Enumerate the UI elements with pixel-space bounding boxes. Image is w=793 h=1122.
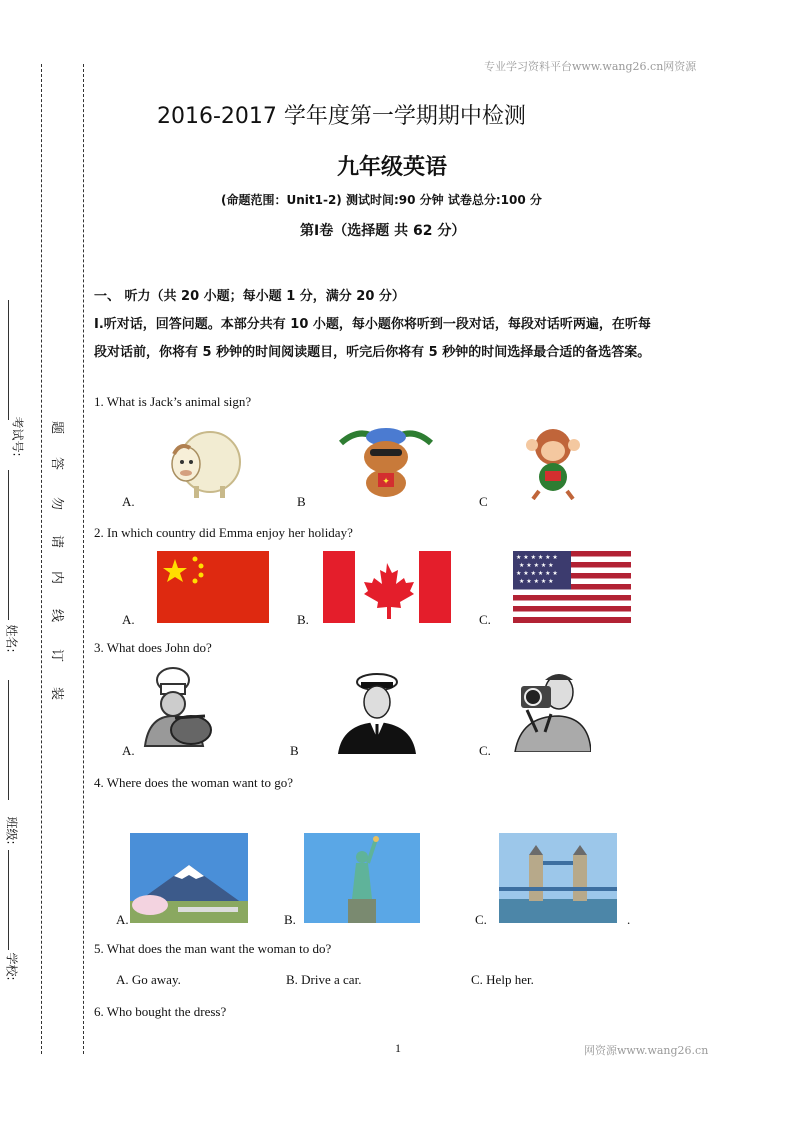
exam-info: (命题范围：Unit1-2) 测试时间:90 分钟 试卷总分:100 分: [221, 193, 542, 207]
section-instruction: [94, 311, 704, 367]
question-5: 5. What does the man want the woman to do?: [94, 941, 332, 956]
option-label: A.: [122, 612, 135, 627]
sheep-picture: [166, 420, 242, 500]
seal-char: 装: [49, 686, 65, 701]
exam-number-line: [8, 300, 9, 420]
instruction-line: Ⅰ.听对话，回答问题。本部分共有 10 小题，每小题你将听到一段对话，每段对话听两遍，在听每: [94, 317, 651, 332]
name-line: [8, 470, 9, 620]
page-number: 1: [395, 1041, 401, 1055]
watermark-top: 专业学习资料平台www.wang26.cn网资源: [484, 60, 697, 73]
statue-of-liberty-photo: [304, 833, 420, 923]
seal-char: 订: [49, 648, 65, 663]
china-flag: [157, 551, 269, 623]
option-label: B.: [284, 912, 296, 927]
question-3: 3. What does John do?: [94, 640, 212, 655]
svg-text:★ ★ ★ ★ ★: ★ ★ ★ ★ ★: [519, 562, 554, 569]
svg-text:★ ★ ★ ★ ★: ★ ★ ★ ★ ★: [519, 578, 554, 585]
svg-text:★ ★ ★ ★ ★ ★: ★ ★ ★ ★ ★ ★: [516, 554, 558, 561]
watermark-bottom: 网资源www.wang26.cn: [584, 1044, 709, 1057]
cook-picture: [135, 666, 221, 752]
paper-part-title: 第Ⅰ卷（选择题 共 62 分）: [300, 223, 466, 239]
school-line: [8, 850, 9, 950]
seal-char: 题: [49, 420, 65, 435]
option-label: C: [479, 494, 488, 509]
option-c: C. Help her.: [471, 972, 534, 987]
usa-flag: [513, 551, 631, 623]
instruction-line: 段对话前，你将有 5 秒钟的时间阅读题目，听完后你将有 5 秒钟的时间选择最合适的备选答案。: [94, 345, 651, 360]
exam-title: 2016-2017 学年度第一学期期中检测: [157, 104, 526, 129]
option-label: A.: [122, 743, 135, 758]
exam-number-label: 考试号:: [10, 416, 25, 457]
class-label: 班级:: [4, 816, 19, 845]
option-label: B: [297, 494, 306, 509]
question-1: 1. What is Jack’s animal sign?: [94, 394, 252, 409]
ox-picture: [336, 425, 436, 500]
option-label: A.: [116, 912, 129, 927]
officer-picture: [334, 668, 420, 754]
option-label: A.: [122, 494, 135, 509]
class-line: [8, 680, 9, 800]
question-4: 4. Where does the woman want to go?: [94, 775, 294, 790]
canada-flag: [323, 551, 451, 623]
option-label: B: [290, 743, 299, 758]
option-a: A. Go away.: [116, 972, 181, 987]
binding-dashed-line-outer: [41, 64, 42, 1054]
binding-dashed-line-inner: [83, 64, 84, 1054]
trailing-dot: .: [627, 912, 631, 927]
seal-char: 线: [49, 608, 65, 623]
option-label: C.: [479, 743, 491, 758]
option-label: C.: [479, 612, 491, 627]
school-label: 学校:: [4, 952, 19, 981]
option-label: B.: [297, 612, 309, 627]
mount-fuji-photo: [130, 833, 248, 923]
seal-char: 勿: [49, 496, 65, 511]
question-6: 6. Who bought the dress?: [94, 1004, 227, 1019]
monkey-picture: [517, 425, 589, 500]
seal-char: 内: [49, 570, 65, 585]
tower-bridge-photo: [499, 833, 617, 923]
seal-char: 请: [49, 534, 65, 549]
section-heading: 一、 听力（共 20 小题；每小题 1 分，满分 20 分）: [94, 289, 405, 304]
seal-char: 答: [49, 456, 65, 471]
question-2: 2. In which country did Emma enjoy her holiday?: [94, 525, 353, 540]
cameraman-picture: [505, 666, 591, 752]
svg-text:★ ★ ★ ★ ★ ★: ★ ★ ★ ★ ★ ★: [516, 570, 558, 577]
subject-title: 九年级英语: [337, 155, 448, 180]
svg-text:✦: ✦: [382, 477, 390, 487]
option-b: B. Drive a car.: [286, 972, 362, 987]
name-label: 姓名:: [4, 624, 19, 653]
option-label: C.: [475, 912, 487, 927]
